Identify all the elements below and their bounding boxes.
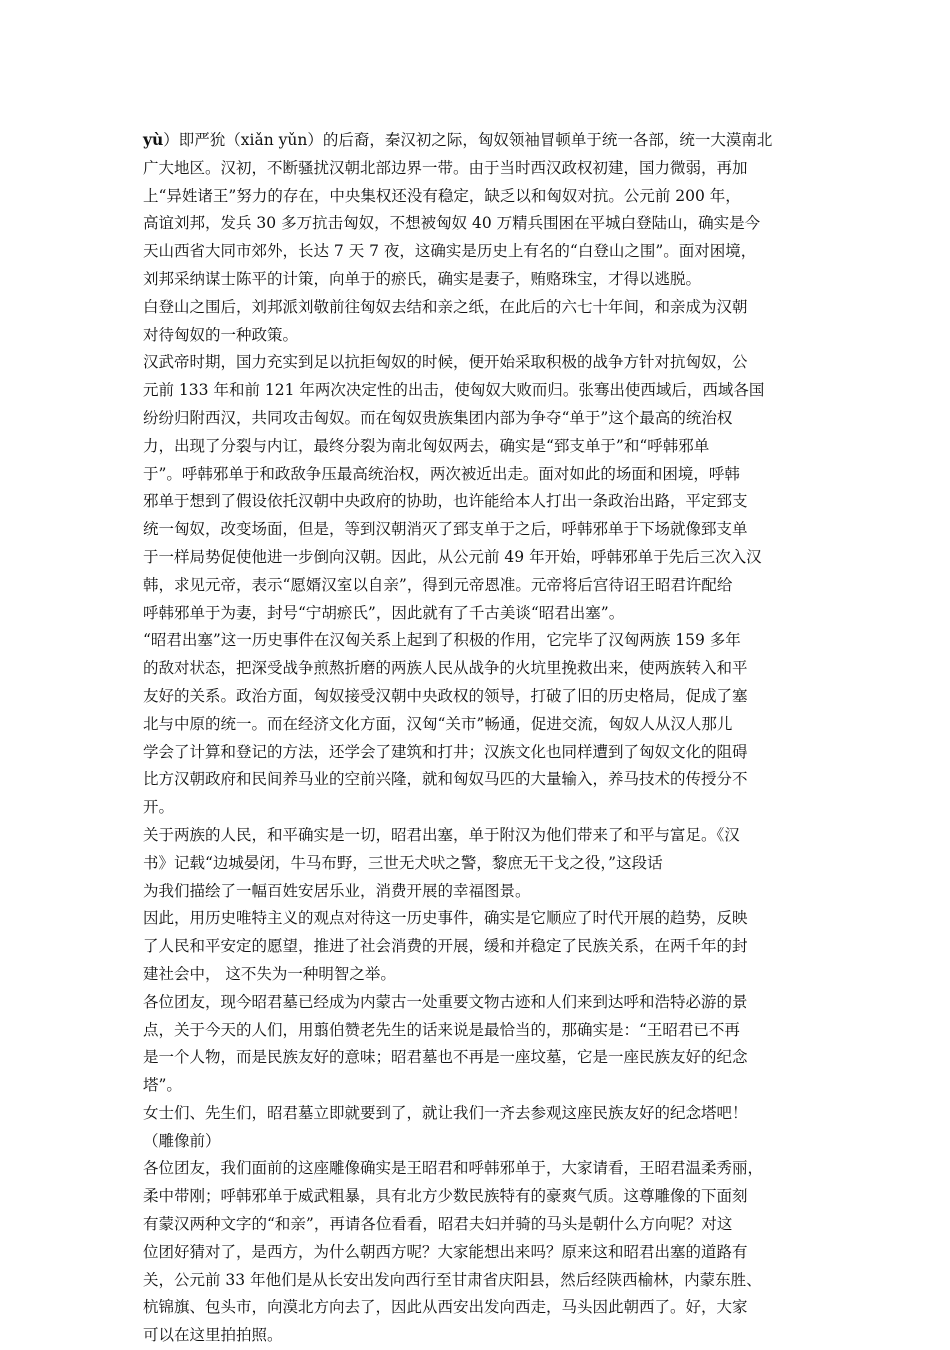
text-line: 有蒙汉两种文字的“和亲”，再请各位看看，昭君夫妇并骑的马头是朝什么方向呢？对这 <box>143 1215 733 1234</box>
text-line: 的敌对状态，把深受战争煎熬折磨的两族人民从战争的火坑里挽救出来，使两族转入和平 <box>143 659 748 678</box>
paragraph-zhaojun-significance <box>143 627 811 822</box>
document-page <box>143 126 811 1350</box>
text-line: 元前 133 年和前 121 年两次决定性的出击，使匈奴大败而归。张骞出使西域后，西域各国 <box>143 381 765 400</box>
text-line: 点，关于今天的人们，用翦伯赞老先生的话来说是最恰当的，那确实是：“王昭君已不再 <box>143 1020 740 1039</box>
text-line: 可以在这里拍拍照。 <box>143 1326 283 1345</box>
text-line: 因此，用历史唯特主义的观点对待这一历史事件，确实是它顺应了时代开展的趋势，反映 <box>143 909 748 928</box>
text-line: 关于两族的人民，和平确实是一切，昭君出塞，单于附汉为他们带来了和平与富足。《汉 <box>143 825 740 844</box>
text-line: （雕像前） <box>143 1131 221 1150</box>
paragraph-xiongnu-origins <box>143 126 811 294</box>
text-line: 上“异姓诸王”努力的存在，中央集权还没有稳定，缺乏以和匈奴对抗。公元前 200 年， <box>143 186 741 205</box>
text-line: 邪单于想到了假设依托汉朝中央政府的协助，也许能给本人打出一条政治出路，平定郅支 <box>143 492 748 511</box>
text-line: 于一样局势促使他进一步倒向汉朝。因此，从公元前 49 年开始，呼韩邪单于先后三次入汉 <box>143 547 762 566</box>
text-line: 对待匈奴的一种政策。 <box>143 325 299 344</box>
text-line: 柔中带刚；呼韩邪单于威武粗暴，具有北方少数民族特有的豪爽气质。这尊雕像的下面刻 <box>143 1187 748 1206</box>
text-line: 汉武帝时期，国力充实到足以抗拒匈奴的时候，便开始采取积极的战争方针对抗匈奴，公 <box>143 353 748 372</box>
text-line: 广大地区。汉初，不断骚扰汉朝北部边界一带。由于当时西汉政权初建，国力微弱，再加 <box>143 158 748 177</box>
paragraph-statue <box>143 1155 811 1350</box>
text-line: 开。 <box>143 798 175 817</box>
text-line: 各位团友，我们面前的这座雕像确实是王昭君和呼韩邪单于，大家请看，王昭君温柔秀丽， <box>143 1159 764 1178</box>
paragraph-tomb-today <box>143 989 811 1100</box>
text-line: 各位团友，现今昭君墓已经成为内蒙古一处重要文物古迹和人们来到达呼和浩特必游的景 <box>143 992 748 1011</box>
text-line: 是一个人物，而是民族友好的意味；昭君墓也不再是一座坟墓，它是一座民族友好的纪念 <box>143 1048 748 1067</box>
text-line: 位团好猜对了，是西方，为什么朝西方呢？大家能想出来吗？原来这和昭君出塞的道路有 <box>143 1242 748 1261</box>
text-line: 关，公元前 33 年他们是从长安出发向西行至甘肃省庆阳县，然后经陕西榆林，内蒙东胜、 <box>143 1270 762 1289</box>
text-line: 为我们描绘了一幅百姓安居乐业，消费开展的幸福图景。 <box>143 881 531 900</box>
text-line: 塔”。 <box>143 1076 182 1095</box>
text-line: 了人民和平安定的愿望，推进了社会消费的开展，缓和并稳定了民族关系，在两千年的封 <box>143 937 748 956</box>
text-line: 比方汉朝政府和民间养马业的空前兴隆，就和匈奴马匹的大量输入，养马技术的传授分不 <box>143 770 748 789</box>
text-line: 友好的关系。政治方面，匈奴接受汉朝中央政权的领导，打破了旧的历史格局，促成了塞 <box>143 686 748 705</box>
text-line: 呼韩邪单于为妻，封号“宁胡瘀氏”，因此就有了千古美谈“昭君出塞”。 <box>143 603 625 622</box>
text-line: 书》记载“边城晏闭，牛马布野，三世无犬吠之警，黎庶无干戈之役，”这段话 <box>143 853 663 872</box>
paragraph-historical-view <box>143 905 811 988</box>
text-line: 北与中原的统一。而在经济文化方面，汉匈“关市”畅通，促进交流，匈奴人从汉人那儿 <box>143 714 733 733</box>
text-line: 女士们、先生们，昭君墓立即就要到了，就让我们一齐去参观这座民族友好的纪念塔吧！ <box>143 1103 748 1122</box>
text-line: 白登山之围后，刘邦派刘敬前往匈奴去结和亲之纸，在此后的六七十年间，和亲成为汉朝 <box>143 297 748 316</box>
paragraph-han-wudi <box>143 349 811 627</box>
text-line: 刘邦采纳谋士陈平的计策，向单于的瘀氏，确实是妻子，贿赂珠宝，才得以逃脱。 <box>143 269 702 288</box>
text-line: 统一匈奴，改变场面，但是，等到汉朝消灭了郅支单于之后，呼韩邪单于下场就像郅支单 <box>143 520 748 539</box>
paragraph-heqin-policy <box>143 294 811 350</box>
text-line: 于”。呼韩邪单于和政敌争压最高统治权，两次被近出走。面对如此的场面和困境，呼韩 <box>143 464 740 483</box>
text-line: 学会了计算和登记的方法，还学会了建筑和打井；汉族文化也同样遭到了匈奴文化的阻碍 <box>143 742 748 761</box>
text-line: 天山西省大同市郊外，长达 7 天 7 夜，这确实是历史上有名的“白登山之围”。面对困境， <box>143 242 757 261</box>
text-line: “昭君出塞”这一历史事件在汉匈关系上起到了积极的作用，它完毕了汉匈两族 159 多年 <box>143 631 741 650</box>
text-line: 建社会中， 这不失为一种明智之举。 <box>143 964 396 983</box>
text-line: 韩，求见元帝，表示“愿婿汉室以自亲”，得到元帝恩准。元帝将后宫待诏王昭君许配给 <box>143 575 733 594</box>
paragraph-peace-prosperity <box>143 822 811 905</box>
text-line: 纷纷归附西汉，共同攻击匈奴。而在匈奴贵族集团内部为争夺“单于”这个最高的统治权 <box>143 408 733 427</box>
paragraph-arrival <box>143 1100 811 1156</box>
text-line: yù）即严狁（xiǎn yǔn）的后裔，秦汉初之际，匈奴领袖冒顿单于统一各部，统一大漠南北 <box>143 130 773 149</box>
text-line: 杭锦旗、包头市，向漠北方向去了，因此从西安出发向西走，马头因此朝西了。好，大家 <box>143 1298 748 1317</box>
text-line: 力，出现了分裂与内讧，最终分裂为南北匈奴两去，确实是“郅支单于”和“呼韩邪单 <box>143 436 710 455</box>
text-line: 高谊刘邦，发兵 30 多万抗击匈奴，不想被匈奴 40 万精兵围困在平城白登陆山，确实是今 <box>143 214 761 233</box>
